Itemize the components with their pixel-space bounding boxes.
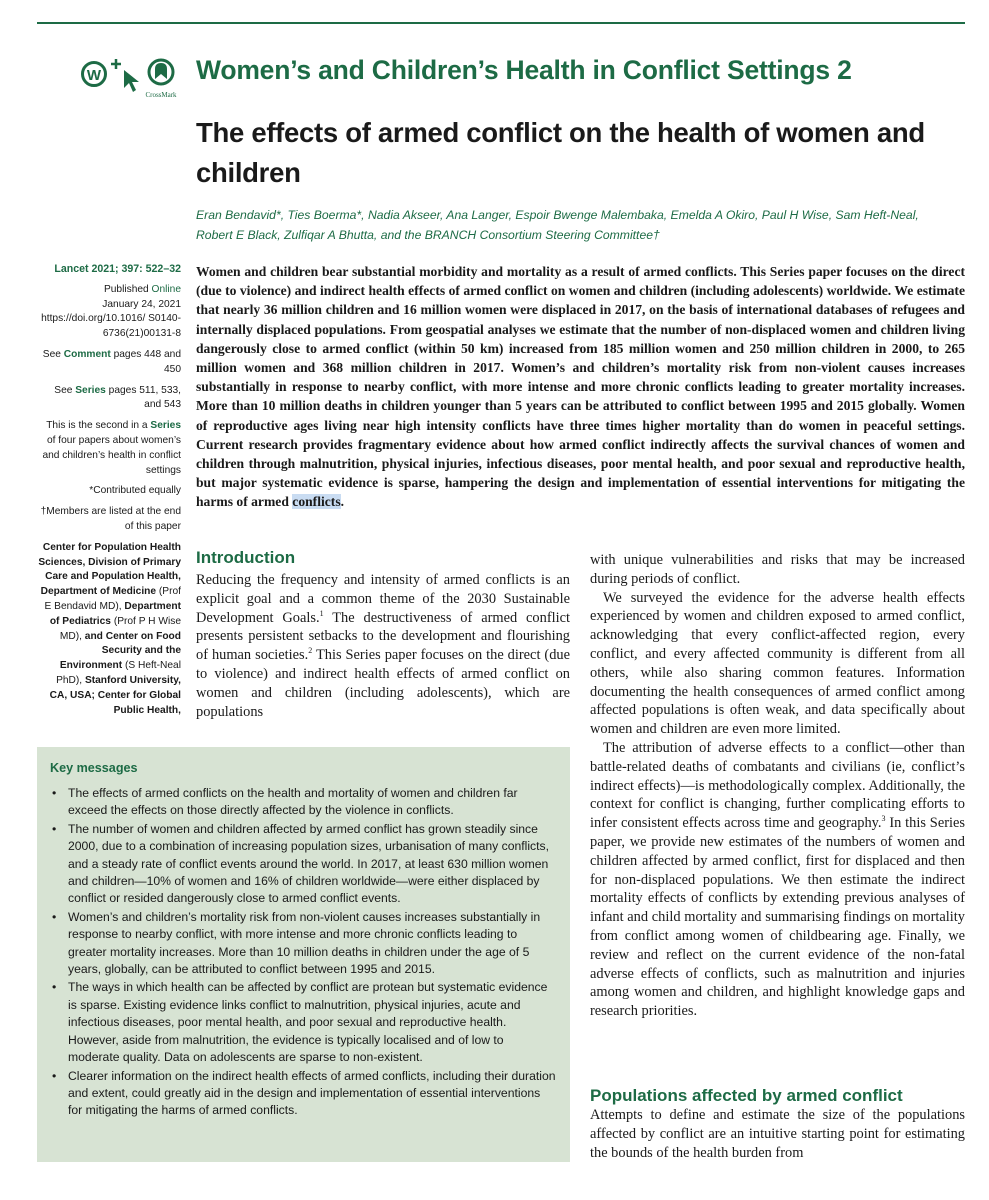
intro-paragraph: We surveyed the evidence for the adverse health effects experienced by women and children exposed to armed conflict, acknowledging that every conflict-affected region, every conflict, and every affected community is different from all others, while also sharing common features. Information documenting the health consequences of armed conflict among affected populations is often weak, and data specifically about women and children are even more limited. (590, 589, 965, 738)
key-message-item: • Women’s and children’s mortality risk from non-violent causes increases substantially in response to nearby conflict, with more intense and more chronic conflicts leading to greater mortality increases. More than 10 million deaths in children under the age of 5 years, globally, can be attributed to conflict between 1995 and 2015. (50, 909, 556, 979)
affiliation: Stanford University, CA, USA; Center for Global Public Health, (49, 674, 181, 716)
members-note: †Members are listed at the end of this paper (40, 506, 181, 532)
intro-paragraph (196, 571, 570, 721)
key-messages-list (50, 785, 556, 1120)
reference-link[interactable]: 1 (319, 608, 324, 618)
top-rule (37, 22, 965, 24)
series-title: Women’s and Children’s Health in Conflict Settings 2 (196, 55, 852, 85)
citation-journal: Lancet (54, 263, 89, 275)
series-note (38, 419, 181, 478)
key-message-item: • The number of women and children affected by armed conflict has grown steadily since 2000, due to a combination of increasing population sizes, urbanisation of many conflicts, and a steady rate of conflict events around the world. In 2017, at least 630 million women and children—10% of women and 16% of children worldwide—were either displaced by conflict or resided dangerously close to armed conflict events. (50, 821, 556, 908)
open-access-logo-icon[interactable] (83, 63, 106, 86)
contributed-note: *Contributed equally (89, 485, 181, 497)
affiliation-person: (Prof P H Wise MD), (59, 615, 181, 642)
author-list: Eran Bendavid*, Ties Boerma*, Nadia Akseer, Ana Langer, Espoir Bwenge Malembaka, Emelda A Okiro, Paul H Wise, Sam Heft-Neal, Robert E Black, Zulfiqar A Bhutta, and the BRANCH Consortium Steering Committee† (196, 208, 919, 242)
sidebar-notes (38, 262, 181, 724)
intro-paragraph (590, 739, 965, 1021)
publication-info (38, 283, 181, 342)
abstract-text: Women and children bear substantial morbidity and mortality as a result of armed conflicts. This Series paper focuses on the direct (due to violence) and indirect health effects of armed conflict on women and children (including adolescents) worldwide. We estimate that nearly 36 million children and 16 million women were displaced in 2017, on the basis of international databases of refugees and internally displaced populations. From geospatial analyses we estimate that the number of non-displaced women and children living dangerously close to armed conflict (within 50 km) increased from 185 million women and 250 million children in 2000, to 265 million women and 368 million children in 2017. Women’s and children’s mortality risk from non-violent causes increases substantially in response to nearby conflict, with more intense and more chronic conflicts leading to greater mortality increases. More than 10 million deaths in children younger than 5 years can be attributed to conflict between 1995 and 2015 globally. Women of reproductive ages living near high intensity conflicts have three times higher mortality than do women in peaceful settings. Current research provides fragmentary evidence about how armed conflict indirectly affects the survival chances of women and children through malnutrition, physical injuries, infectious diseases, poor mental health, and poor sexual and reproductive health, but major systematic evidence is sparse, hampering the design and implementation of essential interventions for mitigating the harms of armed (196, 264, 965, 510)
paragraph-text: The destructiveness of armed conflict presents persistent setbacks to the development and flourishing of human societies. (196, 609, 570, 664)
paper-title: The effects of armed conflict on the health of women and children (196, 117, 925, 188)
intro-paragraph-continued: with unique vulnerabilities and risks that may be increased during periods of conflict. (590, 552, 965, 587)
populations-text (590, 1106, 965, 1162)
populations-paragraph: Attempts to define and estimate the size of the populations affected by conflict are an intuitive starting point for estimating the bounds of the health burden from (590, 1107, 965, 1161)
series-link[interactable]: Series (75, 384, 106, 396)
column-right (590, 551, 965, 1021)
highlighted-selection[interactable]: conflicts (292, 494, 341, 510)
cursor-plus-icon (111, 59, 139, 92)
key-message-item: • The ways in which health can be affected by conflict are protean but systematic evidence is sparse. Existing evidence links conflict to malnutrition, physical injuries, acute and infectious diseases, poor mental health, and poor sexual and reproductive health. However, aside from malnutrition, the evidence is typically localised and of low to moderate quality. Data on adolescents are sparse to non-existent. (50, 979, 556, 1066)
key-messages-box (37, 747, 570, 1162)
reference-link[interactable]: 2 (308, 646, 313, 656)
paragraph-text: Reducing the frequency and intensity of armed conflicts is an explicit goal and a common theme of the 2030 Sustainable Development Goals. (196, 572, 570, 626)
abstract-end: . (340, 494, 345, 510)
svg-text:W: W (86, 67, 102, 84)
populations-heading: Populations affected by armed conflict (590, 1086, 903, 1105)
series-note-text: of four papers about women’s and children’s health in conflict settings (42, 434, 181, 476)
logo-group (80, 55, 185, 100)
see-comment (38, 348, 181, 378)
affiliations (38, 541, 181, 719)
affiliation: Department of Pediatrics (49, 600, 181, 627)
see-series (38, 384, 181, 414)
affiliation: Center for Population Health Sciences, Division of Primary Care and Population Health, Department of Medicine (38, 541, 181, 598)
doi-link[interactable]: https://doi.org/10.1016/ S0140-6736(21)00131-8 (41, 313, 181, 340)
paragraph-text: This Series paper focuses on the direct (due to violence) and indirect health effects of armed conflict on women and children (including adolescents), which are populations (196, 647, 570, 720)
introduction-heading: Introduction (196, 548, 296, 567)
paragraph-text: The attribution of adverse effects to a conflict—other than battle-related deaths of combatants and civilians (ie, conflict’s indirect effects)—is methodologically complex. Additionally, the context for conflict is changing, further complicating efforts to infer consistent effects across time and geography. (590, 739, 965, 832)
affiliation: and Center on Food Security and the Environment (59, 630, 181, 672)
published-online-link[interactable]: Online (151, 283, 181, 295)
key-messages-heading: Key messages (50, 761, 138, 775)
citation (38, 262, 181, 277)
series-note-link[interactable]: Series (150, 420, 181, 432)
see-label: See (54, 384, 76, 396)
abstract (196, 262, 965, 512)
published-date: January 24, 2021 (102, 298, 181, 310)
citation-volume: 2021; 397: 522–32 (88, 263, 181, 275)
reference-link[interactable]: 3 (881, 814, 886, 824)
series-note-text: This is the second in a (46, 420, 151, 432)
crossmark-label: CrossMark (145, 91, 177, 99)
affiliation-person: (S Heft-Neal PhD), (56, 660, 181, 686)
published-prefix: Published (103, 283, 152, 295)
crossmark-icon[interactable] (145, 60, 177, 99)
see-label: See (42, 348, 64, 360)
series-pages: pages 511, 533, and 543 (105, 384, 181, 411)
paragraph-text: In this Series paper, we provide new estimates of the numbers of women and children affected by armed conflict, first for displaced and then for non-displaced populations. We then estimate the indirect mortality effects of conflicts by extending previous analyses of infant and child mortality and summarising findings on mortality from conflict among women of childbearing age. Finally, we review and reflect on the current evidence of the non-fatal adverse effects of conflicts, such as malnutrition and injuries among women and children, and highlight knowledge gaps and research priorities. (590, 815, 965, 1020)
key-message-item: • Clearer information on the indirect health effects of armed conflicts, including their duration and extent, could greatly aid in the design and implementation of essential interventions for mitigating the harms of armed conflicts. (50, 1068, 556, 1120)
column-left (196, 571, 570, 721)
affiliation-person: (Prof E Bendavid MD), (44, 586, 181, 612)
comment-pages: pages 448 and 450 (110, 348, 181, 375)
comment-link[interactable]: Comment (63, 348, 111, 360)
key-message-item: • The effects of armed conflicts on the health and mortality of women and children far exceed the effects on those directly affected by the violence in conflicts. (50, 785, 556, 820)
